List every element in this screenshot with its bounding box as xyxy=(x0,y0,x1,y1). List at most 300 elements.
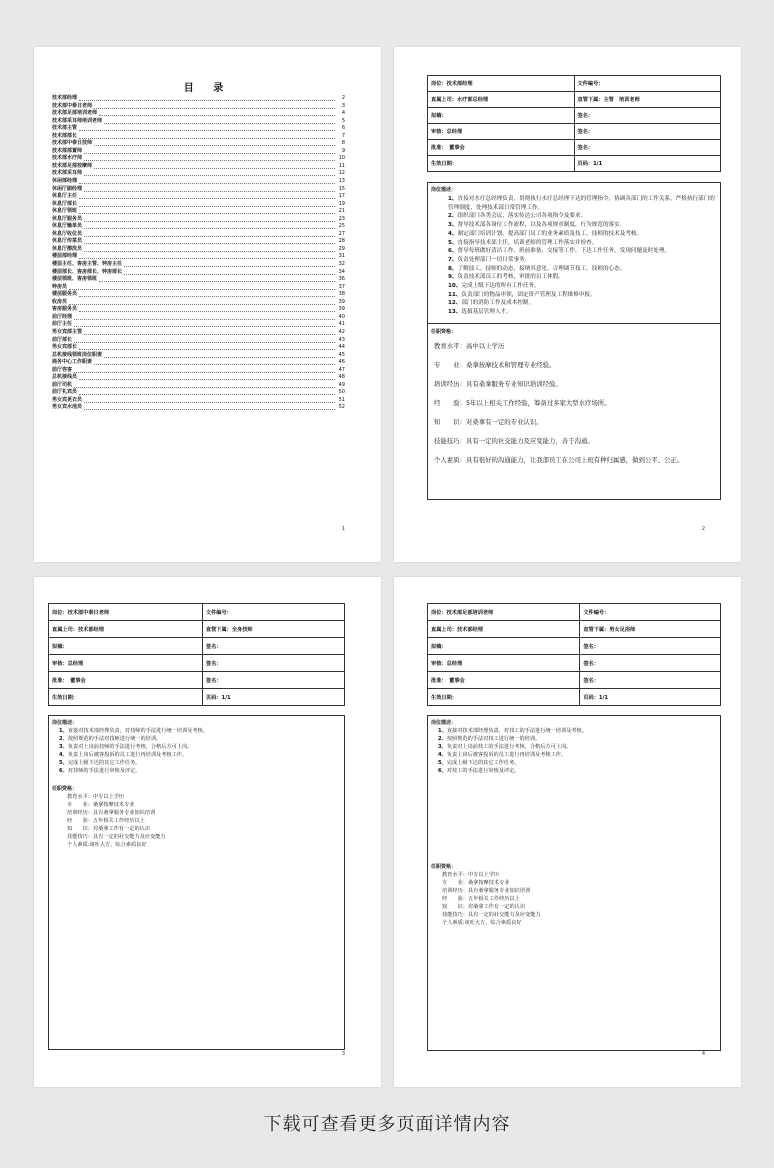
duty-item xyxy=(448,221,720,230)
duty-item xyxy=(448,308,720,317)
duty-text: 直接对技术部经理负责，对技师的手法进行统一培训及考核。 xyxy=(67,728,208,734)
qualification-item: 技能技巧：具有一定的社交能力及应变能力 xyxy=(442,911,541,918)
qualification-item: 个人素质：具有很好的沟通能力，让我部员工在公司上班有种归属感，做到公平、公正。 xyxy=(434,455,684,464)
toc-entry[interactable] xyxy=(52,110,345,118)
duty-item xyxy=(59,744,344,752)
toc-entry[interactable] xyxy=(52,155,345,163)
qualification-item: 培训经历：具有桑拿服务专业知识培训经验。 xyxy=(434,379,562,388)
toc-entry-page: 49 xyxy=(338,381,345,388)
download-caption: 下载可查看更多页面详情内容 xyxy=(263,1114,511,1135)
toc-entry-page: 15 xyxy=(338,185,345,192)
toc-entry-page: 23 xyxy=(338,215,345,222)
toc-entry[interactable] xyxy=(52,193,345,201)
toc-list xyxy=(52,95,345,412)
qualification-item: 技能技巧：具有一定的社交能力及应变能力，善于沟通。 xyxy=(434,436,594,445)
toc-leader-dots xyxy=(94,140,335,146)
sign-cell: 签名： xyxy=(574,140,721,156)
doc-no-cell: 文件编号： xyxy=(202,604,344,621)
toc-entry[interactable] xyxy=(52,208,345,216)
duty-text: 对技工的手法进行审核及评定。 xyxy=(446,767,520,774)
toc-entry-title: 前厅咨客 xyxy=(52,366,73,373)
toc-entry-page: 19 xyxy=(338,200,345,207)
document-page-3 xyxy=(34,577,381,1087)
toc-entry-title: 技术部采耳师 xyxy=(52,170,83,177)
duty-item xyxy=(438,760,720,768)
toc-entry[interactable] xyxy=(52,95,345,103)
duty-item xyxy=(448,291,720,300)
toc-entry-title: 技术部部长 xyxy=(52,132,78,139)
toc-leader-dots xyxy=(124,269,335,275)
duty-number: 3、 xyxy=(438,743,447,750)
toc-leader-dots xyxy=(84,397,335,403)
toc-entry-page: 51 xyxy=(338,396,345,403)
drafter-cell: 拟稿： xyxy=(49,638,203,655)
toc-leader-dots xyxy=(69,284,335,290)
toc-entry-page: 9 xyxy=(341,147,345,154)
toc-entry-title: 休息厅输单员 xyxy=(52,223,83,230)
toc-entry[interactable] xyxy=(52,170,345,178)
toc-entry-page: 37 xyxy=(338,283,345,290)
toc-leader-dots xyxy=(84,404,335,410)
toc-leader-dots xyxy=(74,337,335,343)
qualification-list xyxy=(428,337,720,470)
qualification-item: 教育水平：高中以上学历 xyxy=(434,341,505,350)
toc-leader-dots xyxy=(74,314,335,320)
job-description-box xyxy=(48,715,345,1050)
toc-entry[interactable] xyxy=(52,374,345,382)
qualification-item: 专 业：桑拿按摩技术专业 xyxy=(67,802,135,809)
duty-text: 直接指导技术部主任、培训老师的管理工作落实并检查。 xyxy=(457,239,598,246)
duty-number: 5、 xyxy=(448,239,458,246)
qualification-item: 个人素质:谈吐大方、综合素质良好 xyxy=(442,919,522,926)
duty-number: 8、 xyxy=(448,265,458,272)
toc-entry[interactable] xyxy=(52,329,345,337)
toc-entry-title: 休息厅主任 xyxy=(52,193,78,200)
duty-number: 1、 xyxy=(438,728,447,734)
toc-leader-dots xyxy=(94,103,335,109)
toc-leader-dots xyxy=(79,201,335,207)
page-count-cell: 页码：1/1 xyxy=(202,689,344,706)
drafter-cell: 拟稿： xyxy=(428,108,575,124)
toc-entry-page: 44 xyxy=(338,344,345,351)
duty-text: 部门的消防工作及成本控制。 xyxy=(461,300,535,307)
qualification-item: 培训经历：具有桑拿服务专业知识培训 xyxy=(442,888,531,895)
toc-leader-dots xyxy=(99,276,335,282)
approver-cell: 批准： 董事会 xyxy=(428,140,575,156)
toc-entry[interactable] xyxy=(52,397,345,405)
duty-text: 负责对上岗前技工的手法进行考核，合格后方可上岗。 xyxy=(446,743,572,750)
qualification-item: 专 业：桑拿按摩技术和管理专业经验。 xyxy=(434,360,556,369)
duty-item xyxy=(59,736,344,744)
duty-text: 按照规范的手法对技工进行统一的培训。 xyxy=(446,735,541,742)
toc-entry-page: 31 xyxy=(338,253,345,260)
duty-text: 了解技工、技师的动态，接纳其意见，合理调节技工、技师的心态。 xyxy=(457,265,626,272)
duty-item xyxy=(448,230,720,239)
toc-entry-page: 28 xyxy=(338,238,345,245)
toc-entry-title: 休息厅擦洗员 xyxy=(52,245,83,252)
duty-item xyxy=(438,752,720,760)
toc-leader-dots xyxy=(79,253,335,259)
toc-entry-title: 技术部足部培训老师 xyxy=(52,110,98,117)
duty-text: 选拔基层管理人才。 xyxy=(461,309,512,316)
toc-entry[interactable] xyxy=(52,382,345,390)
toc-entry-page: 32 xyxy=(338,261,345,268)
toc-entry[interactable] xyxy=(52,344,345,352)
toc-entry[interactable] xyxy=(52,186,345,194)
page-count-cell: 页码：1/1 xyxy=(580,689,721,706)
toc-entry-page: 39 xyxy=(338,298,345,305)
toc-leader-dots xyxy=(79,125,335,131)
toc-entry-title: 前厅经理 xyxy=(52,313,73,320)
effective-date-cell: 生效日期： xyxy=(49,689,203,706)
qualification-item: 知 识：对桑拿有一定的专业认识。 xyxy=(434,417,543,426)
subordinate-cell: 直管下属：全身技师 xyxy=(202,621,344,638)
duty-item xyxy=(448,247,720,256)
toc-leader-dots xyxy=(84,148,335,154)
duty-list xyxy=(428,728,720,775)
toc-entry-title: 客房服务员 xyxy=(52,306,78,313)
duty-item xyxy=(448,239,720,248)
qualification-heading: 任职资格： xyxy=(431,328,457,335)
job-description-box xyxy=(427,182,721,500)
duty-number: 1、 xyxy=(59,728,68,734)
duty-item xyxy=(448,273,720,282)
position-cell: 岗位：技术部足部培训老师 xyxy=(428,604,580,621)
toc-entry-title: 前厅主任 xyxy=(52,321,73,328)
duty-text: 负责对上岗前技师的手法进行考核，合格后方可上岗。 xyxy=(67,743,193,750)
superior-cell: 直属上司：水疗部总经理 xyxy=(428,92,575,108)
toc-entry-page: 29 xyxy=(338,245,345,252)
page-number: 2 xyxy=(701,526,705,532)
toc-leader-dots xyxy=(79,389,335,395)
toc-entry-title: 前厅部长 xyxy=(52,336,73,343)
toc-leader-dots xyxy=(79,95,335,101)
toc-entry-page: 4 xyxy=(341,110,345,117)
job-header-table xyxy=(427,75,721,172)
qualification-item: 经 验：5年以上相关工作经验，筹备过多家大型水疗场所。 xyxy=(434,398,611,407)
toc-entry-title: 总机接线员 xyxy=(52,374,78,381)
duty-item xyxy=(438,728,720,736)
toc-entry-page: 3 xyxy=(341,102,345,109)
toc-entry[interactable] xyxy=(52,223,345,231)
sign-cell: 签名： xyxy=(580,672,721,689)
reviewer-cell: 审核：总经理 xyxy=(428,655,580,672)
toc-title: 目 录 xyxy=(183,83,232,94)
duty-item xyxy=(448,256,720,265)
toc-entry-title: 技术部水疗师 xyxy=(52,155,83,162)
toc-entry-title: 男女宾更衣员 xyxy=(52,396,83,403)
duty-item xyxy=(448,195,720,212)
toc-entry[interactable] xyxy=(52,291,345,299)
toc-entry[interactable] xyxy=(52,367,345,375)
reviewer-cell: 审核：总经理 xyxy=(428,124,575,140)
toc-entry-title: 总机接线领班岗位职责 xyxy=(52,351,103,358)
toc-entry-page: 21 xyxy=(338,208,345,215)
toc-entry[interactable] xyxy=(52,133,345,141)
duty-number: 5、 xyxy=(438,759,447,766)
qualification-item: 教育水平：中专以上学历 xyxy=(442,872,500,879)
duty-text: 完成上级下达的其它工作任务。 xyxy=(67,759,141,766)
toc-entry-page: 50 xyxy=(338,389,345,396)
toc-entry[interactable] xyxy=(52,178,345,186)
duty-number: 12、 xyxy=(448,300,462,307)
duty-number: 3、 xyxy=(59,743,68,750)
qualification-item: 知 识：对桑拿工作有一定的认识 xyxy=(67,826,151,833)
page-number: 4 xyxy=(701,1051,705,1057)
toc-leader-dots xyxy=(84,216,335,222)
qualification-item: 技能技巧：具有一定的社交能力及应变能力 xyxy=(67,833,166,840)
duty-text: 负责技术部员工的考核，审批的员工休假。 xyxy=(457,274,564,281)
sign-cell: 签名： xyxy=(574,108,721,124)
duty-item xyxy=(448,265,720,274)
toc-entry-title: 休闲厅副经理 xyxy=(52,185,83,192)
toc-entry-title: 休息厅收位员 xyxy=(52,230,83,237)
job-header-table xyxy=(48,603,345,706)
toc-leader-dots xyxy=(74,367,335,373)
section-divider xyxy=(428,323,720,324)
toc-entry[interactable] xyxy=(52,321,345,329)
qualification-item: 个人素质:谈吐大方、综合素质良好 xyxy=(67,841,147,848)
sign-cell: 签名： xyxy=(580,655,721,672)
duty-number: 13、 xyxy=(448,309,462,316)
page-count-cell: 页码：1/1 xyxy=(574,156,721,172)
toc-leader-dots xyxy=(79,306,335,312)
duty-text: 完成上级下达的所有工作任务。 xyxy=(461,283,540,290)
qualification-heading: 任职资格： xyxy=(431,864,457,871)
duty-list xyxy=(49,728,344,775)
duty-number: 10、 xyxy=(448,283,462,290)
duty-text: 负责处理部门一切日常事务。 xyxy=(457,256,531,263)
toc-entry[interactable] xyxy=(52,276,345,284)
toc-entry[interactable] xyxy=(52,216,345,224)
sign-cell: 签名： xyxy=(202,638,344,655)
toc-leader-dots xyxy=(84,329,335,335)
duty-text: 督导每班做好清洁工作、班前准备、交接等工作，下达工作任务，发现问题及时处理。 xyxy=(457,248,671,255)
duty-item xyxy=(448,282,720,291)
toc-entry[interactable] xyxy=(52,118,345,126)
toc-entry[interactable] xyxy=(52,253,345,261)
duty-text: 负责上岗后被客投诉的员工进行再培训及考核工作。 xyxy=(446,751,567,758)
document-page-2 xyxy=(394,47,741,562)
approver-cell: 批准： 董事会 xyxy=(49,672,203,689)
toc-entry-title: 休息厅传菜员 xyxy=(52,238,83,245)
toc-entry[interactable] xyxy=(52,201,345,209)
duty-text: 负责上岗后被客投诉的员工进行再培训及考核工作。 xyxy=(67,751,188,758)
toc-entry-page: 52 xyxy=(338,404,345,411)
duty-item xyxy=(59,728,344,736)
duty-text: 完成上级下达的其它工作任务。 xyxy=(446,759,520,766)
toc-entry-page: 11 xyxy=(338,162,345,169)
position-cell: 岗位：技术部中泰日老师 xyxy=(49,604,203,621)
duty-number: 5、 xyxy=(59,759,68,766)
toc-entry-page: 38 xyxy=(338,291,345,298)
toc-entry-title: 钟房员 xyxy=(52,283,68,290)
toc-entry-page: 47 xyxy=(338,366,345,373)
toc-entry-title: 楼层领班、客房领班 xyxy=(52,276,98,283)
duty-heading: 岗位描述： xyxy=(431,720,457,726)
toc-entry-page: 13 xyxy=(338,178,345,185)
toc-leader-dots xyxy=(79,208,335,214)
toc-entry-page: 17 xyxy=(338,193,345,200)
toc-leader-dots xyxy=(79,178,335,184)
toc-entry[interactable] xyxy=(52,404,345,412)
toc-entry[interactable] xyxy=(52,359,345,367)
toc-leader-dots xyxy=(94,359,335,365)
toc-entry[interactable] xyxy=(52,352,345,360)
toc-leader-dots xyxy=(79,374,335,380)
toc-entry-title: 技术部足部按摩师 xyxy=(52,162,93,169)
position-cell: 岗位：技术部经理 xyxy=(428,76,575,92)
toc-entry-title: 技术部中泰日老师 xyxy=(52,102,93,109)
toc-entry-page: 25 xyxy=(338,223,345,230)
toc-leader-dots xyxy=(79,291,335,297)
sign-cell: 签名： xyxy=(580,638,721,655)
toc-entry[interactable] xyxy=(52,284,345,292)
qualification-item: 经 验：五年相关工作经历以上 xyxy=(442,896,520,903)
duty-number: 6、 xyxy=(438,767,447,774)
qualification-item: 教育水平：中专以上学历 xyxy=(67,794,125,801)
drafter-cell: 拟稿： xyxy=(428,638,580,655)
toc-leader-dots xyxy=(124,261,335,267)
toc-entry-page: 6 xyxy=(341,125,345,132)
toc-leader-dots xyxy=(79,344,335,350)
duty-text: 制定部门培训计划，提高部门员工的业务素质及技工，技师的技术及考核。 xyxy=(457,230,643,237)
toc-entry[interactable] xyxy=(52,314,345,322)
duty-item xyxy=(448,212,720,221)
toc-leader-dots xyxy=(79,133,335,139)
subordinate-cell: 直管下属：男女足浴师 xyxy=(580,621,721,638)
toc-entry[interactable] xyxy=(52,140,345,148)
duty-heading: 岗位描述： xyxy=(52,720,78,726)
toc-leader-dots xyxy=(74,382,335,388)
toc-entry-title: 休息厅部长 xyxy=(52,200,78,207)
duty-item xyxy=(438,768,720,776)
toc-entry[interactable] xyxy=(52,337,345,345)
qualification-item: 专 业：桑拿按摩技术专业 xyxy=(442,880,510,887)
duty-number: 2、 xyxy=(438,735,447,742)
toc-entry-page: 40 xyxy=(338,313,345,320)
toc-entry[interactable] xyxy=(52,261,345,269)
toc-entry-page: 2 xyxy=(341,95,345,101)
duty-text: 直接对水疗总经理负责，贯彻执行水疗总经理下达的管理指令，协调各部门的工作关系，严格执行部门的管理制度，处理技术部日常管理工作。 xyxy=(448,196,715,211)
toc-entry[interactable] xyxy=(52,238,345,246)
duty-number: 2、 xyxy=(59,735,68,742)
toc-entry-title: 楼层部长、客房部长、钟房部长 xyxy=(52,268,123,275)
toc-leader-dots xyxy=(84,238,335,244)
toc-entry-title: 休闲部经理 xyxy=(52,178,78,185)
doc-no-cell: 文件编号： xyxy=(580,604,721,621)
toc-entry[interactable] xyxy=(52,231,345,239)
qualification-heading: 任职资格： xyxy=(52,786,78,793)
toc-entry-title: 楼层主任、客房主管、钟房主任 xyxy=(52,261,123,268)
toc-entry-page: 7 xyxy=(341,132,345,139)
toc-entry[interactable] xyxy=(52,148,345,156)
toc-entry-page: 39 xyxy=(338,306,345,313)
toc-entry-page: 10 xyxy=(338,155,345,162)
toc-entry-title: 技术部经理 xyxy=(52,95,78,101)
toc-entry[interactable] xyxy=(52,125,345,133)
superior-cell: 直属上司：技术部经理 xyxy=(428,621,580,638)
toc-leader-dots xyxy=(79,193,335,199)
sign-cell: 签名： xyxy=(574,124,721,140)
toc-leader-dots xyxy=(84,246,335,252)
toc-leader-dots xyxy=(84,231,335,237)
duty-number: 2、 xyxy=(448,213,458,220)
qualification-item: 培训经历：具有桑拿服务专业知识培训 xyxy=(67,810,156,817)
duty-text: 负责部门的物品申领，固定资产管理及工程维修申报。 xyxy=(461,291,596,298)
duty-list xyxy=(428,195,720,317)
toc-leader-dots xyxy=(84,155,335,161)
toc-entry-title: 楼层服务员 xyxy=(52,291,78,298)
duty-number: 11、 xyxy=(448,291,462,298)
duty-item xyxy=(59,752,344,760)
toc-entry-page: 41 xyxy=(338,321,345,328)
duty-number: 4、 xyxy=(438,751,447,758)
toc-entry[interactable] xyxy=(52,103,345,111)
duty-item xyxy=(438,744,720,752)
toc-leader-dots xyxy=(104,118,335,124)
duty-number: 7、 xyxy=(448,256,458,263)
duty-number: 6、 xyxy=(59,767,68,774)
toc-entry-title: 前厅司机 xyxy=(52,381,73,388)
duty-text: 按照规范的手法对技师进行统一的培训。 xyxy=(67,735,162,742)
document-page-1 xyxy=(34,47,381,562)
toc-entry-title: 技术部部置师 xyxy=(52,147,83,154)
subordinate-cell: 直管下属：主管 培训老师 xyxy=(574,92,721,108)
toc-leader-dots xyxy=(84,223,335,229)
doc-no-cell: 文件编号： xyxy=(574,76,721,92)
toc-leader-dots xyxy=(84,170,335,176)
toc-entry[interactable] xyxy=(52,163,345,171)
page-number: 1 xyxy=(341,526,345,532)
sign-cell: 签名： xyxy=(202,672,344,689)
duty-text: 督导技术部各岗位工作流程，以及各项规章制度，行为规范的落实. xyxy=(457,222,622,229)
qualification-list xyxy=(428,872,720,927)
reviewer-cell: 审核：总经理 xyxy=(49,655,203,672)
toc-entry-page: 12 xyxy=(338,170,345,177)
toc-leader-dots xyxy=(99,110,335,116)
toc-entry[interactable] xyxy=(52,389,345,397)
toc-entry-title: 前厅礼宾员 xyxy=(52,389,78,396)
document-page-4 xyxy=(394,577,741,1087)
toc-entry-title: 技术部主管 xyxy=(52,125,78,132)
toc-entry-page: 43 xyxy=(338,336,345,343)
toc-entry[interactable] xyxy=(52,269,345,277)
toc-entry[interactable] xyxy=(52,246,345,254)
effective-date-cell: 生效日期： xyxy=(428,156,575,172)
duty-item xyxy=(448,299,720,308)
toc-leader-dots xyxy=(69,299,335,305)
toc-leader-dots xyxy=(104,352,335,358)
job-header-table xyxy=(427,603,721,706)
toc-entry-title: 技术部采耳师培训老师 xyxy=(52,117,103,124)
qualification-item: 知 识：对桑拿工作有一定的认识 xyxy=(442,904,526,911)
duty-number: 4、 xyxy=(59,751,68,758)
page-number: 3 xyxy=(341,1051,345,1057)
toc-entry[interactable] xyxy=(52,306,345,314)
toc-entry-title: 休息厅服务员 xyxy=(52,215,83,222)
toc-entry-title: 男女宾部主管 xyxy=(52,328,83,335)
toc-leader-dots xyxy=(94,163,335,169)
toc-entry-title: 休息厅领班 xyxy=(52,208,78,215)
toc-entry-page: 46 xyxy=(338,359,345,366)
toc-entry[interactable] xyxy=(52,299,345,307)
duty-item xyxy=(438,736,720,744)
duty-item xyxy=(59,760,344,768)
duty-text: 对技师的手法进行审核及评定。 xyxy=(67,767,141,774)
toc-entry-page: 45 xyxy=(338,351,345,358)
duty-number: 9、 xyxy=(448,274,458,281)
